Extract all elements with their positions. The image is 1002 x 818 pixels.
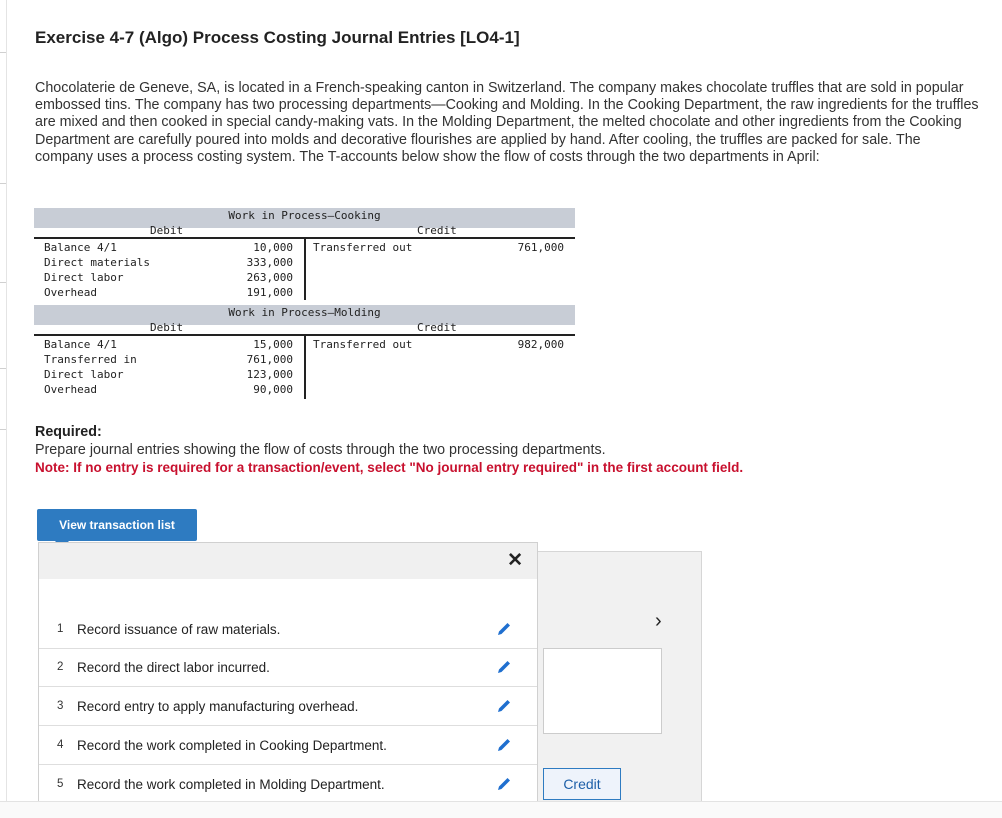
transaction-row-1[interactable] bbox=[39, 610, 537, 649]
debit-amount: 15,000 bbox=[253, 338, 293, 351]
debit-amount: 123,000 bbox=[246, 368, 293, 381]
debit-label: Balance 4/1 bbox=[44, 241, 117, 254]
credit-header: Credit bbox=[417, 224, 457, 237]
pencil-edit-icon[interactable] bbox=[496, 776, 512, 792]
t-account-divider bbox=[304, 237, 306, 300]
margin-divider bbox=[0, 183, 6, 184]
transaction-number: 4 bbox=[57, 739, 64, 751]
debit-label: Direct materials bbox=[44, 256, 150, 269]
credit-amount: 761,000 bbox=[517, 241, 564, 254]
debit-label: Direct labor bbox=[44, 368, 124, 381]
credit-amount: 982,000 bbox=[517, 338, 564, 351]
debit-header: Debit bbox=[150, 321, 184, 334]
t-account-divider bbox=[304, 334, 306, 399]
credit-label: Transferred out bbox=[313, 338, 413, 351]
debit-label: Transferred in bbox=[44, 353, 137, 366]
required-heading: Required: bbox=[35, 424, 102, 440]
debit-amount: 333,000 bbox=[246, 256, 293, 269]
journal-entry-box bbox=[543, 648, 662, 734]
transaction-description: Record entry to apply manufacturing overhead. bbox=[77, 698, 359, 714]
debit-label: Direct labor bbox=[44, 271, 124, 284]
debit-label: Overhead bbox=[44, 286, 97, 299]
credit-tab[interactable]: Credit bbox=[543, 768, 621, 800]
transaction-description: Record the work completed in Molding Department. bbox=[77, 776, 385, 792]
transaction-row-3[interactable] bbox=[39, 687, 537, 726]
transaction-row-5[interactable] bbox=[39, 765, 537, 803]
margin-divider bbox=[0, 52, 6, 53]
transaction-description: Record the work completed in Cooking Department. bbox=[77, 737, 387, 753]
required-note: Note: If no entry is required for a transaction/event, select "No journal entry required" in the first account field. bbox=[35, 460, 744, 475]
transaction-row-2[interactable] bbox=[39, 648, 537, 687]
credit-header: Credit bbox=[417, 321, 457, 334]
margin-divider bbox=[0, 282, 6, 283]
t-account-title: Work in Process—Cooking bbox=[228, 209, 381, 222]
transaction-list-popup bbox=[38, 542, 538, 802]
debit-amount: 263,000 bbox=[246, 271, 293, 284]
required-section bbox=[35, 424, 743, 477]
pencil-edit-icon[interactable] bbox=[496, 698, 512, 714]
transaction-number: 5 bbox=[57, 778, 64, 790]
pencil-edit-icon[interactable] bbox=[496, 659, 512, 675]
t-account-title: Work in Process—Molding bbox=[228, 306, 381, 319]
chevron-right-icon[interactable]: › bbox=[655, 610, 662, 632]
popup-header bbox=[39, 543, 537, 579]
transaction-number: 1 bbox=[57, 623, 64, 635]
transaction-row-4[interactable] bbox=[39, 726, 537, 765]
exercise-title: Exercise 4-7 (Algo) Process Costing Journal Entries [LO4-1] bbox=[35, 28, 520, 47]
close-icon[interactable]: ✕ bbox=[507, 550, 523, 571]
debit-amount: 90,000 bbox=[253, 383, 293, 396]
debit-amount: 10,000 bbox=[253, 241, 293, 254]
t-account-molding bbox=[34, 305, 575, 399]
transaction-number: 3 bbox=[57, 700, 64, 712]
exercise-intro: Chocolaterie de Geneve, SA, is located in a French-speaking canton in Switzerland. The company makes chocolate truffles that are sold in popular embossed tins. The company has two processing departments—Cooking and Molding. In the Cooking Department, the raw ingredients for the truffles are mixed and then cooked in special candy-making vats. In the Molding Department, the melted chocolate and other ingredients from the Cooking Department are carefully poured into molds and decorative flourishes are applied by hand. After cooling, the truffles are packed for sale. The company uses a process costing system. The T-accounts below show the flow of costs through the two departments in April: bbox=[35, 80, 979, 165]
pencil-edit-icon[interactable] bbox=[496, 621, 512, 637]
view-transaction-list-button[interactable]: View transaction list bbox=[37, 509, 197, 541]
transaction-number: 2 bbox=[57, 661, 64, 673]
transaction-description: Record the direct labor incurred. bbox=[77, 659, 270, 675]
t-account-cooking bbox=[34, 208, 575, 300]
debit-label: Balance 4/1 bbox=[44, 338, 117, 351]
debit-label: Overhead bbox=[44, 383, 97, 396]
margin-divider bbox=[0, 429, 6, 430]
left-margin-rail bbox=[0, 0, 7, 818]
bottom-strip bbox=[0, 802, 1002, 818]
debit-amount: 191,000 bbox=[246, 286, 293, 299]
credit-label: Transferred out bbox=[313, 241, 413, 254]
required-text: Prepare journal entries showing the flow of costs through the two processing departments. bbox=[35, 441, 606, 458]
margin-divider bbox=[0, 368, 6, 369]
pencil-edit-icon[interactable] bbox=[496, 737, 512, 753]
transaction-description: Record issuance of raw materials. bbox=[77, 621, 281, 637]
debit-amount: 761,000 bbox=[246, 353, 293, 366]
debit-header: Debit bbox=[150, 224, 184, 237]
